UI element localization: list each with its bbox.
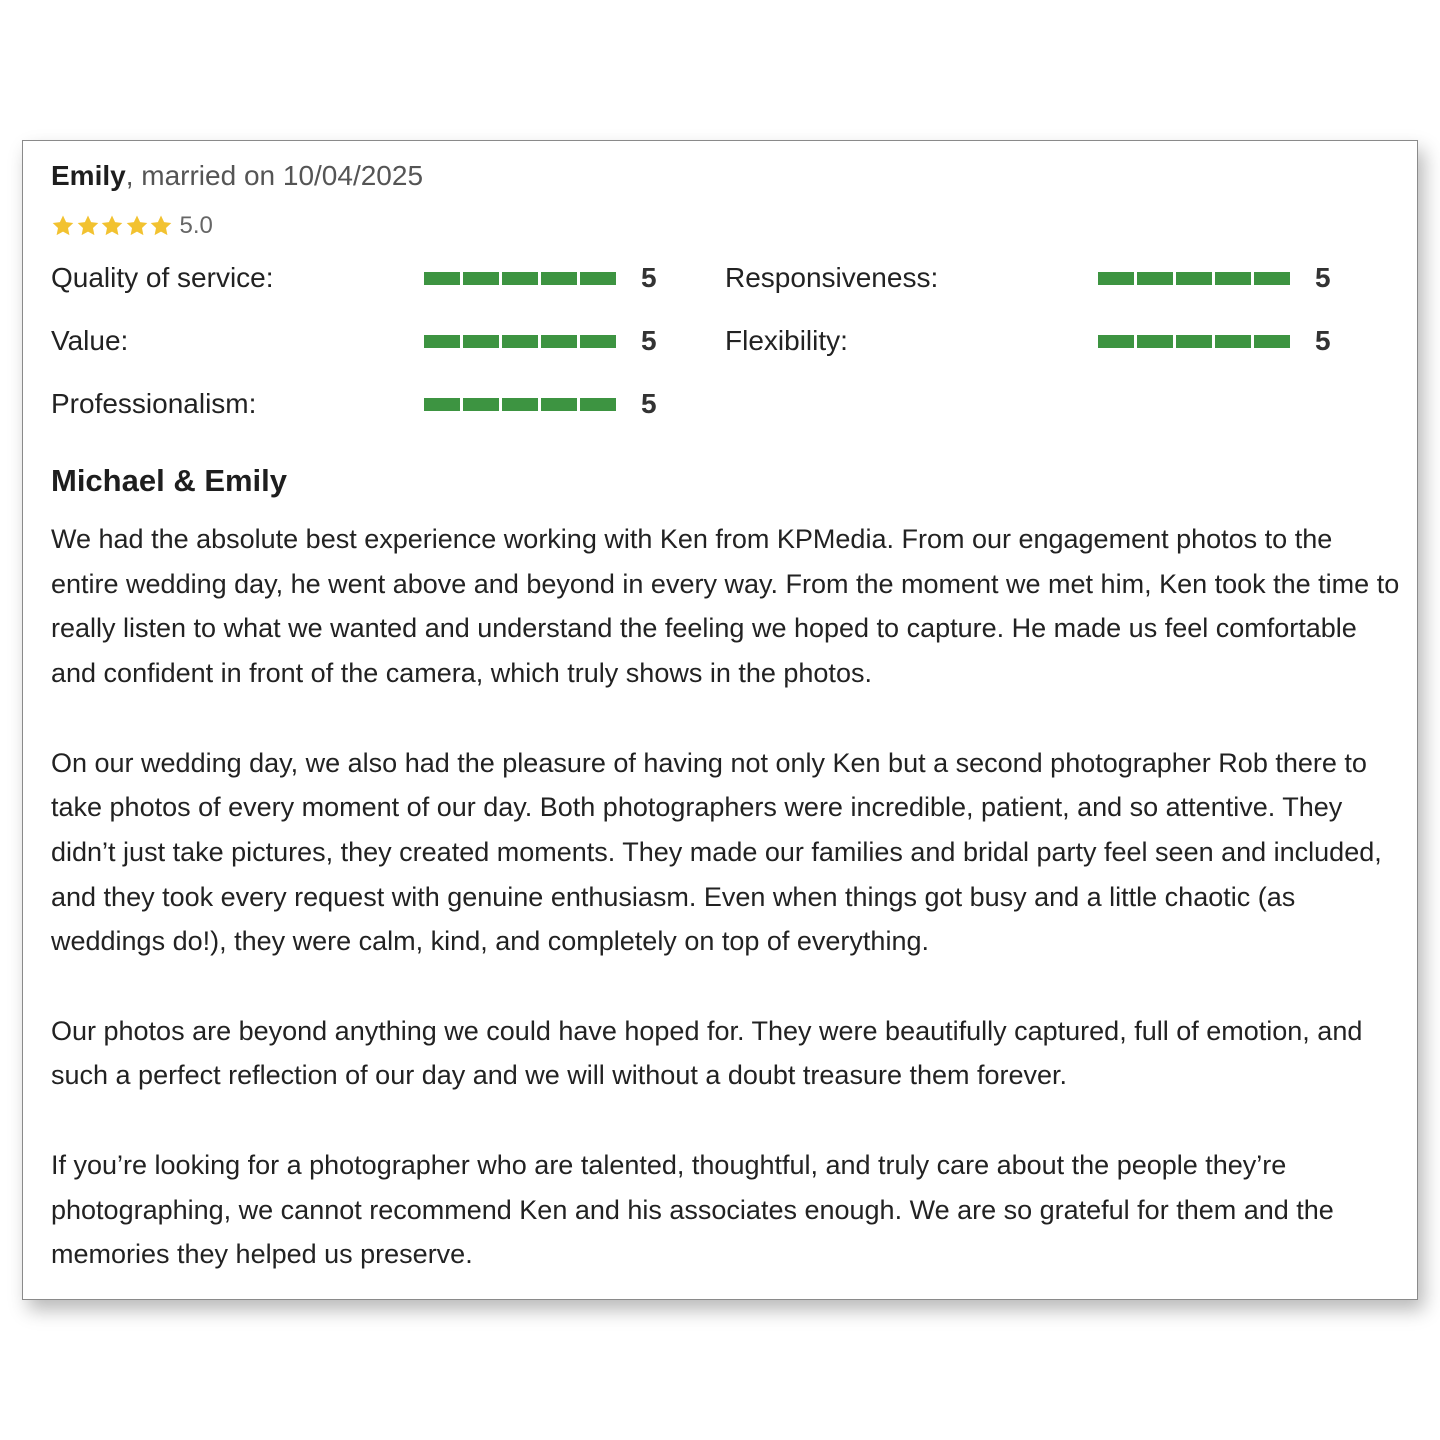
metric-bar xyxy=(424,335,619,348)
bar-segment xyxy=(1215,335,1251,348)
star-icon xyxy=(149,214,173,238)
bar-segment xyxy=(424,272,460,285)
review-card xyxy=(22,140,1418,1300)
metric-score: 5 xyxy=(641,262,657,293)
bar-segment xyxy=(463,272,499,285)
review-paragraph: If you’re looking for a photographer who are talented, thoughtful, and truly care about the people they’re photographing, we cannot recommend Ken and his associates enough. We are so grateful for them and the memories they helped us preserve. xyxy=(51,1149,1334,1270)
bar-segment xyxy=(1176,272,1212,285)
bar-segment xyxy=(1098,335,1134,348)
metric-professionalism xyxy=(51,384,671,424)
bar-segment xyxy=(463,398,499,411)
metric-label: Value: xyxy=(51,325,129,356)
bar-segment xyxy=(1137,335,1173,348)
reviewer-name: Emily xyxy=(51,160,126,191)
married-date: , married on 10/04/2025 xyxy=(125,160,424,191)
bar-segment xyxy=(580,398,616,411)
bar-segment xyxy=(1215,272,1251,285)
star-icon xyxy=(76,214,100,238)
metric-quality-of-service xyxy=(51,258,671,298)
bar-segment xyxy=(541,398,577,411)
bar-segment xyxy=(424,398,460,411)
bar-segment xyxy=(580,272,616,285)
rating-value: 5.0 xyxy=(179,212,213,239)
metric-label: Flexibility: xyxy=(725,325,848,356)
star-rating xyxy=(51,214,174,238)
metric-label: Quality of service: xyxy=(51,262,274,293)
bar-segment xyxy=(502,335,538,348)
metric-label: Responsiveness: xyxy=(725,262,939,293)
review-title: Michael & Emily xyxy=(51,463,288,498)
review-header xyxy=(51,159,423,193)
bar-segment xyxy=(580,335,616,348)
bar-segment xyxy=(1098,272,1134,285)
metric-score: 5 xyxy=(1315,262,1331,293)
review-paragraph: On our wedding day, we also had the pleasure of having not only Ken but a second photographer Rob there to take photos of every moment of our day. Both photographers were incredible, patient, and so attentive. They didn’t just take pictures, they created moments. They made our families and bridal party feel seen and included, and they took every request with genuine enthusiasm. Even when things got busy and a little chaotic (as weddings do!), they were calm, kind, and completely on top of everything. xyxy=(51,747,1382,957)
bar-segment xyxy=(541,335,577,348)
star-icon xyxy=(51,214,75,238)
star-icon xyxy=(100,214,124,238)
metric-bar xyxy=(1098,272,1293,285)
metric-label: Professionalism: xyxy=(51,388,257,419)
metric-score: 5 xyxy=(641,388,657,419)
bar-segment xyxy=(502,398,538,411)
metric-bar xyxy=(424,398,619,411)
review-body xyxy=(51,517,1401,1277)
bar-segment xyxy=(541,272,577,285)
bar-segment xyxy=(424,335,460,348)
metric-bar xyxy=(424,272,619,285)
metric-responsiveness xyxy=(725,258,1345,298)
metric-score: 5 xyxy=(1315,325,1331,356)
metric-bar xyxy=(1098,335,1293,348)
overall-rating xyxy=(51,211,213,241)
metric-value xyxy=(51,321,671,361)
bar-segment xyxy=(1176,335,1212,348)
bar-segment xyxy=(1254,272,1290,285)
bar-segment xyxy=(463,335,499,348)
bar-segment xyxy=(502,272,538,285)
review-paragraph: We had the absolute best experience working with Ken from KPMedia. From our engagement photos to the entire wedding day, he went above and beyond in every way. From the moment we met him, Ken took the time to really listen to what we wanted and understand the feeling we hoped to capture. He made us feel comfortable and confident in front of the camera, which truly shows in the photos. xyxy=(51,524,1400,689)
star-icon xyxy=(125,214,149,238)
bar-segment xyxy=(1137,272,1173,285)
bar-segment xyxy=(1254,335,1290,348)
metric-flexibility xyxy=(725,321,1345,361)
review-paragraph: Our photos are beyond anything we could have hoped for. They were beautifully captured, full of emotion, and such a perfect reflection of our day and we will without a doubt treasure them forever. xyxy=(51,1015,1363,1091)
metric-score: 5 xyxy=(641,325,657,356)
